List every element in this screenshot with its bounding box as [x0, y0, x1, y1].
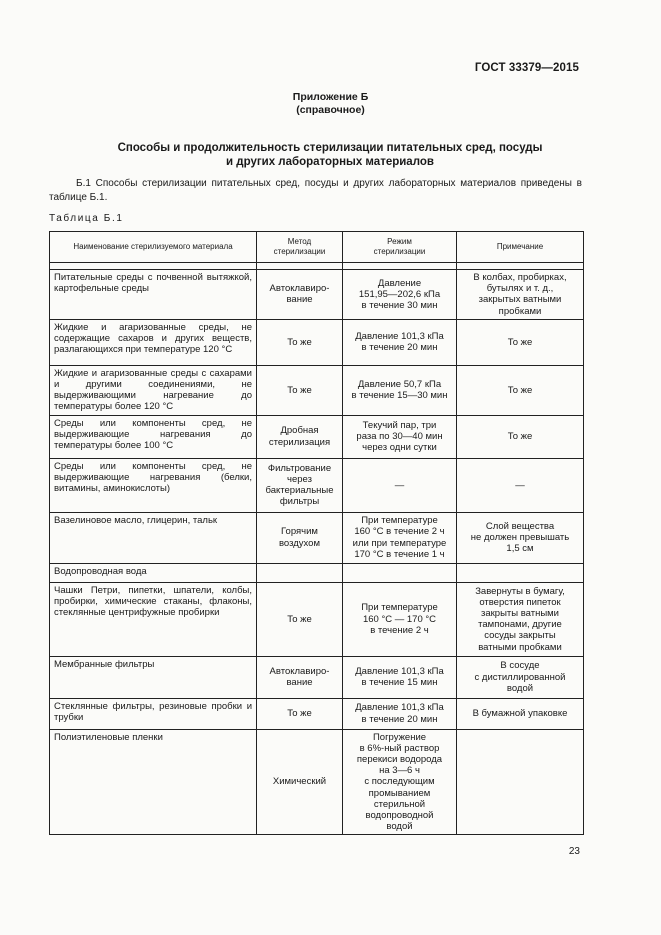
table-row [50, 270, 584, 320]
cell-note [457, 512, 584, 563]
cell-mode-line: Давление 101,3 кПа [355, 331, 444, 343]
table-row [50, 563, 584, 582]
cell-note-line: В бумажной упаковке [472, 708, 568, 720]
cell-method [257, 563, 343, 582]
cell-mode-line: в течение 30 мин [361, 300, 438, 311]
cell-mode-line: Давление [377, 277, 422, 289]
cell-note-line: тампонами, другие [478, 619, 562, 631]
cell-mode-line: в течение 20 мин [361, 342, 438, 354]
cell-mode [343, 729, 457, 835]
cell-note-line: В сосуде [500, 660, 540, 672]
cell-method-line: Химический [272, 776, 327, 788]
cell-mode-line: Давление 101,3 кПа [355, 665, 444, 677]
cell-method-line: То же [287, 384, 312, 396]
cell-material: Жидкие и агаризованные среды с сахарами и другими соединениями, не выдерживающими нагревание до температуры более 120 °С [50, 365, 257, 415]
cell-note [457, 656, 584, 698]
cell-note [457, 729, 584, 835]
cell-method [257, 698, 343, 729]
cell-method-line: через [287, 473, 312, 485]
cell-note [457, 698, 584, 729]
table-row [50, 319, 584, 365]
cell-note-line: закрыты ватными [480, 607, 559, 619]
cell-mode [343, 415, 457, 458]
cell-mode-line: стерильной [373, 798, 426, 810]
cell-material: Водопроводная вода [50, 563, 257, 582]
cell-material: Питательные среды с почвенной вытяжкой, картофельные среды [50, 270, 257, 320]
page-title-line-2: и других лабораторных материалов [226, 155, 434, 168]
header-note: Примечание [457, 232, 584, 263]
cell-method-line: Фильтрование [267, 462, 332, 474]
cell-mode-line: в течение 15—30 мин [351, 390, 448, 402]
cell-material: Жидкие и агаризованные среды, не содержащие сахаров и других веществ, разлагающихся при температуре 120 °С [50, 319, 257, 365]
cell-mode-line: При температуре [361, 602, 438, 614]
appendix-subtitle: (справочное) [296, 104, 365, 116]
cell-note [457, 582, 584, 656]
cell-mode-line: 151,95—202,6 кПа [358, 288, 441, 300]
cell-material: Среды или компоненты сред, не выдерживающие нагревания (белки, витамины, аминокислоты) [50, 458, 257, 512]
cell-method-line: фильтры [279, 496, 320, 508]
cell-mode [343, 458, 457, 512]
cell-mode [343, 563, 457, 582]
cell-mode-line: — [394, 479, 405, 491]
cell-mode-line: 170 °С в течение 1 ч [354, 548, 445, 560]
cell-note-line: Слой вещества [485, 520, 555, 532]
cell-method [257, 415, 343, 458]
cell-mode-line: водопроводной [365, 810, 434, 822]
table-row [50, 729, 584, 835]
cell-method [257, 365, 343, 415]
cell-mode-line: через одни сутки [362, 442, 437, 454]
cell-method-line: То же [287, 708, 312, 720]
cell-mode-line: на 3—6 ч [379, 765, 420, 777]
cell-note-line: В колбах, пробирках, [473, 272, 567, 283]
cell-method-line: вание [286, 294, 313, 306]
cell-mode-line: водой [386, 821, 413, 833]
cell-mode [343, 365, 457, 415]
cell-note [457, 458, 584, 512]
header-spacer-row [50, 263, 584, 270]
cell-mode-line: При температуре [361, 515, 438, 527]
cell-note-line: не должен превышать [470, 532, 570, 544]
cell-note-line: закрытых ватными [478, 294, 562, 306]
table-label: Таблица Б.1 [49, 213, 124, 224]
cell-method-line: вание [286, 677, 313, 689]
cell-method-line: бактериальные [265, 485, 334, 497]
cell-mode-line: в течение 20 мин [361, 713, 438, 725]
cell-mode [343, 656, 457, 698]
header-method: Метод стерилизации [257, 232, 343, 263]
cell-mode-line: 160 °С в течение 2 ч [354, 526, 445, 538]
cell-method [257, 656, 343, 698]
cell-note-line: Завернуты в бумагу, [475, 585, 565, 597]
cell-material: Полиэтиленовые пленки [50, 729, 257, 835]
cell-material: Стеклянные фильтры, резиновые пробки и трубки [50, 698, 257, 729]
cell-note-line: пробками [498, 305, 542, 317]
cell-method [257, 270, 343, 320]
appendix-heading [0, 91, 661, 117]
cell-mode-line: перекиси водорода [356, 754, 443, 766]
cell-mode-line: с последующим [364, 776, 435, 788]
header-mode: Режим стерилизации [343, 232, 457, 263]
cell-mode-line: Давление 101,3 кПа [355, 702, 444, 714]
sterilization-table [49, 231, 584, 835]
document-code: ГОСТ 33379—2015 [474, 62, 579, 74]
cell-material: Среды или компоненты сред, не выдерживающие нагревания до температуры более 100 °С [50, 415, 257, 458]
cell-method [257, 319, 343, 365]
cell-method [257, 729, 343, 835]
cell-note [457, 563, 584, 582]
cell-method-line: стерилизация [268, 436, 331, 448]
cell-note-line: — [515, 479, 525, 491]
cell-method-line: Автоклавиро- [269, 283, 330, 295]
cell-method-line: То же [287, 336, 312, 348]
cell-note-line: отверстия пипеток [479, 596, 561, 608]
page-title [90, 142, 570, 169]
table-row [50, 512, 584, 563]
cell-mode-line: раза по 30—40 мин [356, 431, 443, 443]
cell-note [457, 415, 584, 458]
cell-material: Мембранные фильтры [50, 656, 257, 698]
cell-note-line: 1,5 см [506, 543, 534, 555]
cell-mode-line: Текучий пар, три [362, 419, 437, 431]
cell-method-line: Автоклавиро- [269, 665, 330, 677]
table-row [50, 656, 584, 698]
cell-note-line: То же [507, 336, 533, 348]
cell-method-line: Дробная [280, 425, 319, 437]
cell-mode-line: Погружение [372, 731, 427, 743]
page-title-line-1: Способы и продолжительность стерилизации питательных сред, посуды [117, 142, 543, 154]
cell-note-line: сосуды закрыты [484, 630, 556, 642]
cell-note-line: То же [507, 384, 533, 396]
cell-note-line: водой [506, 682, 534, 694]
cell-mode [343, 319, 457, 365]
cell-mode [343, 698, 457, 729]
table-row [50, 365, 584, 415]
cell-method-line: воздухом [278, 537, 320, 549]
header-material: Наименование стерилизуемого материала [50, 232, 257, 263]
cell-mode-line: или при температуре [352, 537, 447, 549]
cell-method-line: Горячим [281, 526, 318, 538]
cell-mode [343, 582, 457, 656]
cell-method [257, 458, 343, 512]
table-row [50, 698, 584, 729]
cell-mode [343, 512, 457, 563]
table-body [50, 270, 584, 835]
cell-mode-line: в течение 15 мин [361, 677, 438, 689]
cell-note [457, 365, 584, 415]
cell-method [257, 512, 343, 563]
cell-note-line: ватными пробками [478, 641, 562, 653]
cell-method [257, 582, 343, 656]
cell-material: Чашки Петри, пипетки, шпатели, колбы, пробирки, химические стаканы, флаконы, стеклянные центрифужные пробирки [50, 582, 257, 656]
cell-mode-line: в 6%-ный раствор [359, 742, 440, 754]
table-row [50, 582, 584, 656]
cell-note [457, 319, 584, 365]
cell-note [457, 270, 584, 320]
table-row [50, 415, 584, 458]
table-header-row [50, 232, 584, 263]
cell-mode-line: 160 °С — 170 °С [362, 613, 437, 625]
appendix-title: Приложение Б [292, 91, 369, 103]
cell-mode-line: Давление 50,7 кПа [357, 379, 442, 391]
cell-mode-line: промыванием [368, 787, 431, 799]
page-number: 23 [568, 846, 580, 857]
cell-note-line: бутылях и т. д., [486, 283, 554, 295]
table-row [50, 458, 584, 512]
cell-method-line: То же [287, 613, 312, 625]
cell-mode-line: в течение 2 ч [370, 624, 429, 636]
cell-note-line: с дистиллированной [474, 671, 566, 683]
cell-mode [343, 270, 457, 320]
cell-material: Вазелиновое масло, глицерин, тальк [50, 512, 257, 563]
intro-paragraph: Б.1 Способы стерилизации питательных сред, посуды и других лабораторных материалов приведены в таблице Б.1. [49, 178, 582, 203]
cell-note-line: То же [507, 431, 533, 443]
